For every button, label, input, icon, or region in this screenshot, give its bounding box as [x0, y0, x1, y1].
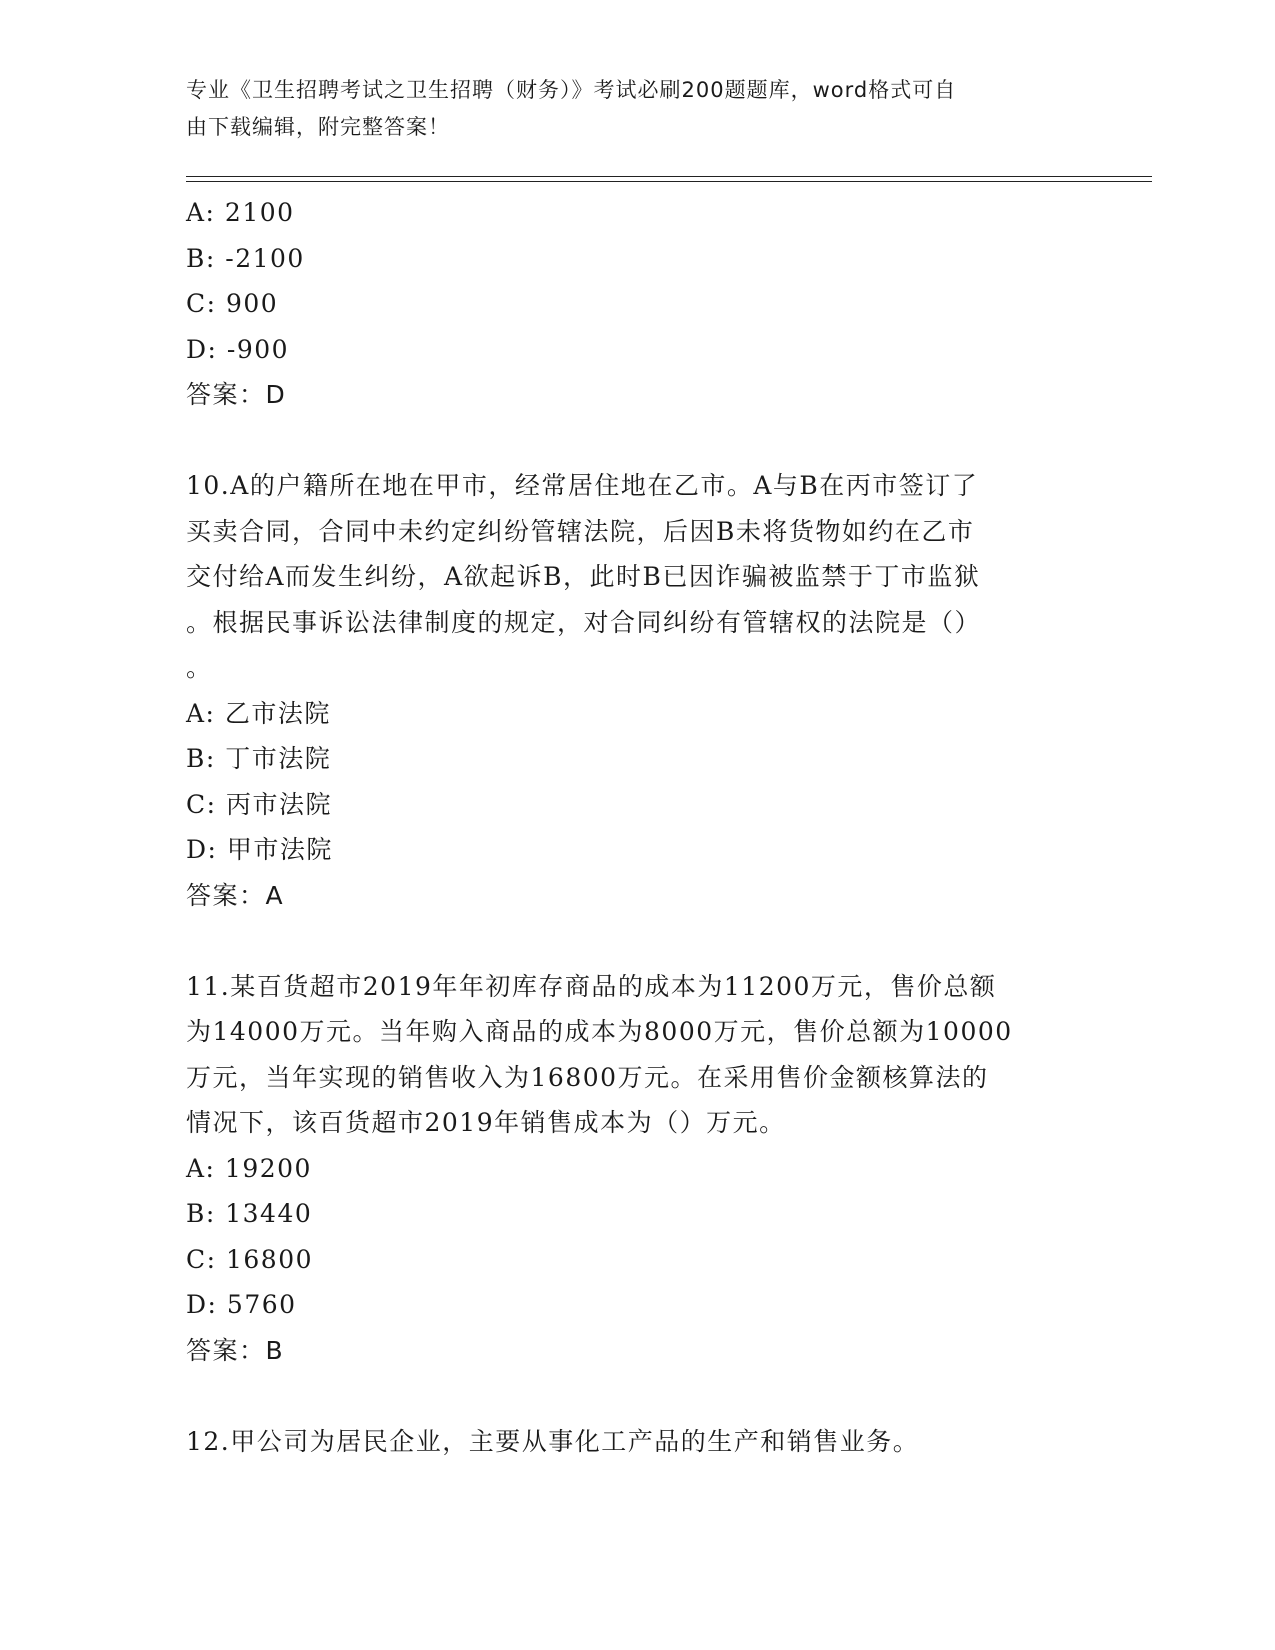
answer-label: 答案：D [186, 380, 287, 409]
question-line: 情况下，该百货超市2019年销售成本为（）万元。 [186, 1108, 786, 1137]
spacer [186, 1373, 1086, 1419]
question-line: 买卖合同，合同中未约定纠纷管辖法院，后因B未将货物如约在乙市 [186, 516, 975, 546]
question-line: 。根据民事诉讼法律制度的规定，对合同纠纷有管辖权的法院是（） [186, 607, 982, 637]
header-divider-top [186, 176, 1152, 177]
question-9-partial [186, 190, 1086, 418]
question-text [186, 463, 1086, 691]
question-line: 12.甲公司为居民企业，主要从事化工产品的生产和销售业务。 [186, 1426, 920, 1456]
option-a: A: 2100 [186, 198, 295, 227]
option-d: D: 甲市法院 [186, 835, 333, 864]
header-divider-bottom [186, 181, 1152, 182]
option-a: A: 19200 [186, 1153, 312, 1183]
question-11 [186, 964, 1086, 1374]
document-body [186, 190, 1086, 1464]
option-c: C: 16800 [186, 1244, 314, 1274]
spacer [186, 918, 1086, 964]
option-d: D: 5760 [186, 1290, 297, 1319]
answer-label: 答案：A [186, 880, 285, 910]
question-10 [186, 463, 1086, 918]
question-line: 为14000万元。当年购入商品的成本为8000万元，售价总额为10000 [186, 1017, 1013, 1046]
question-line: 交付给A而发生纠纷，A欲起诉B，此时B已因诈骗被监禁于丁市监狱 [186, 562, 981, 591]
header-title-line-1: 专业《卫生招聘考试之卫生招聘（财务）》考试必刷200题题库，word格式可自 [186, 78, 957, 102]
spacer [186, 418, 1086, 464]
option-b: B: -2100 [186, 243, 305, 273]
option-b: B: 丁市法院 [186, 744, 332, 773]
question-text [186, 964, 1086, 1146]
page-header [186, 72, 1066, 146]
question-line: 10.A的户籍所在地在甲市，经常居住地在乙市。A与B在丙市签订了 [186, 471, 979, 500]
header-title-line-2: 由下载编辑，附完整答案！ [186, 115, 450, 139]
question-line: 万元，当年实现的销售收入为16800万元。在采用售价金额核算法的 [186, 1062, 989, 1092]
answer-label: 答案：B [186, 1335, 285, 1365]
question-12 [186, 1419, 1086, 1465]
option-c: C: 丙市法院 [186, 789, 332, 819]
option-c: C: 900 [186, 289, 279, 318]
option-d: D: -900 [186, 334, 290, 364]
question-line: 。 [186, 653, 213, 682]
option-a: A: 乙市法院 [186, 698, 331, 728]
question-line: 11.某百货超市2019年年初库存商品的成本为11200万元，售价总额 [186, 971, 997, 1001]
option-b: B: 13440 [186, 1199, 313, 1228]
